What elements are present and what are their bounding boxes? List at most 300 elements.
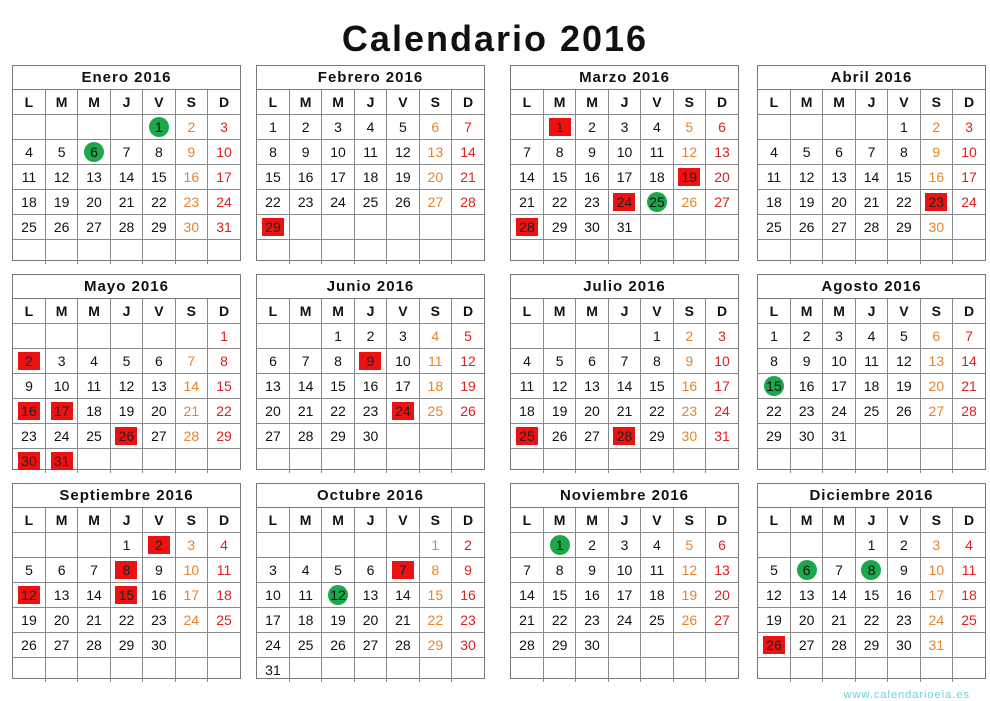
day-cell: 5 [45, 140, 77, 165]
day-cell [758, 633, 790, 658]
day-cell: 25 [641, 608, 673, 633]
day-cell [78, 140, 110, 165]
day-cell: 9 [452, 558, 484, 583]
day-cell: 23 [576, 190, 608, 215]
day-cell: 15 [208, 374, 240, 399]
day-cell: 17 [608, 583, 640, 608]
day-cell [543, 240, 575, 265]
day-cell [257, 215, 289, 240]
day-cell [354, 349, 386, 374]
day-cell [790, 658, 822, 683]
day-cell: 6 [143, 349, 175, 374]
day-cell: 4 [855, 324, 887, 349]
holiday-mark: 16 [18, 402, 40, 420]
day-cell: 27 [354, 633, 386, 658]
day-cell: 3 [387, 324, 419, 349]
day-cell: 30 [920, 215, 952, 240]
day-cell: 29 [322, 424, 354, 449]
holiday-mark: 1 [549, 118, 571, 136]
day-cell [419, 449, 451, 474]
weekday-label: L [13, 508, 45, 533]
day-cell: 25 [289, 633, 321, 658]
day-cell: 12 [758, 583, 790, 608]
day-cell: 14 [511, 165, 543, 190]
day-cell [45, 240, 77, 265]
weekday-label: V [387, 508, 419, 533]
day-cell: 16 [289, 165, 321, 190]
day-cell: 23 [790, 399, 822, 424]
day-cell [608, 658, 640, 683]
day-cell [888, 240, 920, 265]
day-cell: 17 [322, 165, 354, 190]
day-cell: 5 [13, 558, 45, 583]
day-cell: 7 [953, 324, 985, 349]
day-cell [855, 558, 887, 583]
day-cell [543, 115, 575, 140]
day-cell: 13 [706, 558, 738, 583]
weekday-label: L [257, 508, 289, 533]
day-cell: 10 [175, 558, 207, 583]
day-cell [888, 424, 920, 449]
day-cell [110, 449, 142, 474]
day-cell: 15 [641, 374, 673, 399]
day-cell: 11 [855, 349, 887, 374]
day-cell [920, 240, 952, 265]
day-cell: 26 [45, 215, 77, 240]
day-cell: 31 [208, 215, 240, 240]
day-cell [387, 533, 419, 558]
day-cell [758, 240, 790, 265]
day-cell: 28 [452, 190, 484, 215]
day-cell [823, 658, 855, 683]
day-cell: 7 [175, 349, 207, 374]
day-cell: 18 [419, 374, 451, 399]
month-block [256, 65, 485, 261]
weekday-label: M [823, 90, 855, 115]
day-cell: 12 [110, 374, 142, 399]
day-cell: 24 [45, 424, 77, 449]
month-title: Diciembre 2016 [758, 484, 985, 508]
day-cell: 13 [790, 583, 822, 608]
day-cell [452, 240, 484, 265]
day-cell: 13 [920, 349, 952, 374]
day-cell [387, 558, 419, 583]
day-cell: 25 [13, 215, 45, 240]
day-cell: 7 [608, 349, 640, 374]
day-cell: 19 [110, 399, 142, 424]
day-cell: 14 [608, 374, 640, 399]
day-cell: 28 [953, 399, 985, 424]
day-cell: 26 [322, 633, 354, 658]
day-cell [706, 658, 738, 683]
day-cell [673, 633, 705, 658]
day-cell [641, 658, 673, 683]
holiday-mark: 28 [613, 427, 635, 445]
day-cell: 27 [143, 424, 175, 449]
day-cell: 4 [419, 324, 451, 349]
day-cell [608, 449, 640, 474]
weekday-label: M [790, 299, 822, 324]
day-cell: 9 [143, 558, 175, 583]
day-cell: 30 [790, 424, 822, 449]
day-cell [953, 449, 985, 474]
day-cell [758, 533, 790, 558]
day-cell: 21 [289, 399, 321, 424]
day-cell [920, 449, 952, 474]
day-cell: 27 [576, 424, 608, 449]
day-cell [953, 658, 985, 683]
day-cell: 15 [888, 165, 920, 190]
day-cell [257, 324, 289, 349]
day-cell [110, 583, 142, 608]
day-cell: 1 [257, 115, 289, 140]
day-cell [823, 533, 855, 558]
day-cell: 17 [608, 165, 640, 190]
month-block [256, 483, 485, 679]
day-cell [855, 658, 887, 683]
day-cell: 30 [354, 424, 386, 449]
weekday-label: D [706, 90, 738, 115]
month-block [510, 483, 739, 679]
day-cell: 9 [13, 374, 45, 399]
day-cell: 8 [419, 558, 451, 583]
day-cell: 25 [758, 215, 790, 240]
day-cell: 24 [953, 190, 985, 215]
day-cell: 4 [953, 533, 985, 558]
weekday-label: M [45, 299, 77, 324]
day-cell: 18 [354, 165, 386, 190]
day-cell: 4 [511, 349, 543, 374]
day-cell: 14 [175, 374, 207, 399]
weekday-label: L [257, 299, 289, 324]
day-cell: 22 [543, 608, 575, 633]
day-cell [175, 324, 207, 349]
day-cell: 14 [78, 583, 110, 608]
day-cell: 19 [758, 608, 790, 633]
day-cell: 5 [790, 140, 822, 165]
page-title: Calendario 2016 [341, 18, 649, 59]
day-cell: 17 [953, 165, 985, 190]
holiday-mark: 23 [925, 193, 947, 211]
weekday-label: D [706, 299, 738, 324]
day-cell: 3 [175, 533, 207, 558]
day-cell: 6 [257, 349, 289, 374]
day-cell: 12 [673, 140, 705, 165]
day-cell: 7 [511, 140, 543, 165]
month-title: Marzo 2016 [511, 66, 738, 90]
day-cell: 14 [387, 583, 419, 608]
day-cell [673, 449, 705, 474]
day-cell: 17 [257, 608, 289, 633]
day-cell [543, 658, 575, 683]
day-cell: 11 [208, 558, 240, 583]
day-cell: 17 [387, 374, 419, 399]
day-cell: 20 [706, 583, 738, 608]
day-cell: 26 [13, 633, 45, 658]
day-cell [322, 583, 354, 608]
day-cell: 11 [419, 349, 451, 374]
day-cell: 6 [45, 558, 77, 583]
day-cell: 30 [452, 633, 484, 658]
day-cell: 27 [419, 190, 451, 215]
month-block [12, 483, 241, 679]
day-cell: 18 [758, 190, 790, 215]
day-cell: 12 [45, 165, 77, 190]
day-cell [110, 115, 142, 140]
weekday-label: M [790, 90, 822, 115]
day-cell: 10 [608, 140, 640, 165]
month-title: Mayo 2016 [13, 275, 240, 299]
day-cell [257, 533, 289, 558]
day-cell [354, 658, 386, 683]
day-cell: 9 [175, 140, 207, 165]
day-cell [143, 324, 175, 349]
day-cell: 14 [953, 349, 985, 374]
day-cell: 22 [143, 190, 175, 215]
day-cell: 23 [576, 608, 608, 633]
day-cell: 10 [45, 374, 77, 399]
day-cell [608, 190, 640, 215]
day-cell [143, 115, 175, 140]
day-cell: 4 [641, 533, 673, 558]
day-cell: 5 [673, 115, 705, 140]
day-cell: 2 [790, 324, 822, 349]
day-cell: 20 [790, 608, 822, 633]
day-cell [511, 533, 543, 558]
day-cell [790, 115, 822, 140]
day-cell: 21 [608, 399, 640, 424]
weekday-label: V [387, 299, 419, 324]
day-cell: 30 [673, 424, 705, 449]
weekday-label: L [758, 299, 790, 324]
day-cell [511, 115, 543, 140]
day-cell: 29 [758, 424, 790, 449]
weekday-label: V [387, 90, 419, 115]
month-block [510, 274, 739, 470]
day-cell [452, 424, 484, 449]
day-cell [13, 533, 45, 558]
day-cell: 12 [790, 165, 822, 190]
month-title: Septiembre 2016 [13, 484, 240, 508]
day-cell: 11 [641, 140, 673, 165]
day-cell [608, 424, 640, 449]
day-cell [45, 658, 77, 683]
day-cell: 28 [175, 424, 207, 449]
day-cell: 28 [78, 633, 110, 658]
holiday-circle: 25 [647, 192, 667, 212]
day-cell: 23 [289, 190, 321, 215]
day-cell: 18 [953, 583, 985, 608]
day-cell [289, 240, 321, 265]
day-cell: 21 [175, 399, 207, 424]
day-cell: 29 [208, 424, 240, 449]
day-cell: 28 [387, 633, 419, 658]
weekday-label: V [143, 508, 175, 533]
day-cell: 8 [641, 349, 673, 374]
month-block [256, 274, 485, 470]
day-cell: 22 [855, 608, 887, 633]
day-cell: 10 [953, 140, 985, 165]
day-cell: 5 [758, 558, 790, 583]
day-cell: 3 [608, 533, 640, 558]
day-cell: 22 [322, 399, 354, 424]
weekday-label: S [419, 508, 451, 533]
day-cell [543, 449, 575, 474]
weekday-label: V [641, 508, 673, 533]
day-cell: 8 [208, 349, 240, 374]
day-cell: 15 [855, 583, 887, 608]
day-cell: 27 [78, 215, 110, 240]
day-cell: 6 [354, 558, 386, 583]
day-cell: 10 [257, 583, 289, 608]
day-cell: 10 [208, 140, 240, 165]
day-cell: 4 [78, 349, 110, 374]
day-cell: 24 [706, 399, 738, 424]
day-cell [322, 533, 354, 558]
day-cell [110, 240, 142, 265]
day-cell: 7 [110, 140, 142, 165]
day-cell: 22 [758, 399, 790, 424]
weekday-label: V [888, 299, 920, 324]
day-cell [322, 240, 354, 265]
day-cell: 10 [322, 140, 354, 165]
day-cell [78, 240, 110, 265]
day-cell [953, 424, 985, 449]
day-cell [823, 240, 855, 265]
day-cell: 29 [641, 424, 673, 449]
day-cell: 13 [78, 165, 110, 190]
day-cell: 17 [706, 374, 738, 399]
day-cell [511, 449, 543, 474]
day-cell: 23 [175, 190, 207, 215]
day-cell [45, 449, 77, 474]
day-cell: 21 [78, 608, 110, 633]
day-cell: 18 [641, 583, 673, 608]
day-cell: 19 [543, 399, 575, 424]
month-block [757, 65, 986, 261]
day-cell [354, 215, 386, 240]
weekday-label: S [920, 508, 952, 533]
day-cell: 24 [608, 608, 640, 633]
weekday-label: L [511, 299, 543, 324]
day-cell: 20 [257, 399, 289, 424]
day-cell: 29 [143, 215, 175, 240]
day-cell: 20 [706, 165, 738, 190]
day-cell: 1 [208, 324, 240, 349]
day-cell [322, 215, 354, 240]
day-cell: 25 [953, 608, 985, 633]
day-cell [823, 115, 855, 140]
day-cell [387, 449, 419, 474]
day-cell: 9 [673, 349, 705, 374]
day-cell: 3 [823, 324, 855, 349]
weekday-label: S [175, 90, 207, 115]
day-cell: 20 [45, 608, 77, 633]
day-cell [110, 424, 142, 449]
day-cell: 6 [706, 115, 738, 140]
day-cell: 23 [673, 399, 705, 424]
day-cell: 10 [706, 349, 738, 374]
day-cell [419, 240, 451, 265]
holiday-circle: 6 [797, 560, 817, 580]
day-cell [143, 240, 175, 265]
day-cell: 20 [419, 165, 451, 190]
day-cell: 13 [143, 374, 175, 399]
day-cell: 20 [823, 190, 855, 215]
day-cell [758, 374, 790, 399]
day-cell: 30 [576, 633, 608, 658]
day-cell: 20 [354, 608, 386, 633]
day-cell [45, 324, 77, 349]
day-cell [673, 658, 705, 683]
weekday-label: J [110, 299, 142, 324]
day-cell: 25 [208, 608, 240, 633]
day-cell: 7 [78, 558, 110, 583]
day-cell: 3 [953, 115, 985, 140]
day-cell: 26 [387, 190, 419, 215]
day-cell: 16 [354, 374, 386, 399]
day-cell [706, 240, 738, 265]
weekday-label: J [354, 508, 386, 533]
day-cell [45, 115, 77, 140]
holiday-mark: 30 [18, 452, 40, 470]
day-cell: 4 [354, 115, 386, 140]
day-cell: 22 [888, 190, 920, 215]
weekday-label: M [576, 508, 608, 533]
weekday-label: L [511, 508, 543, 533]
day-cell [387, 658, 419, 683]
day-cell: 31 [920, 633, 952, 658]
day-cell: 29 [543, 633, 575, 658]
day-cell [758, 658, 790, 683]
day-cell: 9 [576, 140, 608, 165]
day-cell: 9 [920, 140, 952, 165]
day-cell: 20 [143, 399, 175, 424]
day-cell: 1 [110, 533, 142, 558]
day-cell: 18 [78, 399, 110, 424]
weekday-label: L [257, 90, 289, 115]
day-cell: 30 [143, 633, 175, 658]
day-cell [641, 633, 673, 658]
holiday-mark: 12 [18, 586, 40, 604]
day-cell: 30 [576, 215, 608, 240]
day-cell: 3 [322, 115, 354, 140]
weekday-label: V [143, 299, 175, 324]
day-cell [387, 424, 419, 449]
weekday-label: J [855, 90, 887, 115]
day-cell: 16 [452, 583, 484, 608]
day-cell [673, 240, 705, 265]
day-cell: 23 [143, 608, 175, 633]
day-cell: 2 [576, 115, 608, 140]
day-cell: 15 [143, 165, 175, 190]
day-cell: 21 [855, 190, 887, 215]
day-cell: 27 [823, 215, 855, 240]
day-cell: 11 [78, 374, 110, 399]
weekday-label: D [452, 299, 484, 324]
day-cell: 14 [823, 583, 855, 608]
month-title: Enero 2016 [13, 66, 240, 90]
day-cell [110, 324, 142, 349]
day-cell [953, 633, 985, 658]
day-cell [511, 240, 543, 265]
day-cell: 2 [175, 115, 207, 140]
day-cell [143, 533, 175, 558]
day-cell: 31 [608, 215, 640, 240]
day-cell: 27 [257, 424, 289, 449]
weekday-label: S [673, 90, 705, 115]
weekday-label: M [78, 299, 110, 324]
